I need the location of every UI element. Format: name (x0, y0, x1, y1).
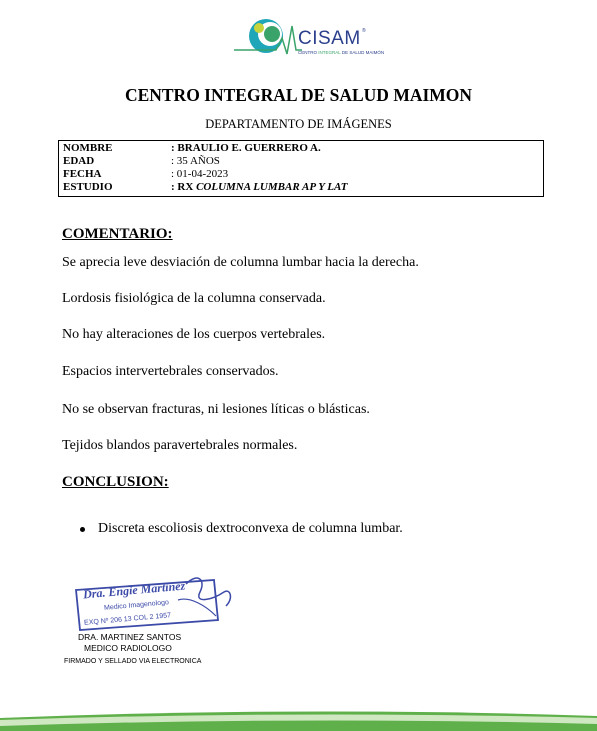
doctor-stamp (66, 570, 241, 634)
cisam-logo (232, 8, 385, 64)
doctor-role: MEDICO RADIOLOGO (84, 643, 172, 653)
logo-registered-mark: ® (362, 28, 366, 34)
patient-info-box (58, 140, 544, 197)
department-name: DEPARTAMENTO DE IMÁGENES (205, 117, 392, 131)
patient-study-row (63, 181, 539, 194)
date-label: FECHA (63, 168, 102, 180)
name-value: : BRAULIO E. GUERRERO A. (171, 142, 321, 154)
name-label: NOMBRE (63, 142, 113, 154)
stamp-specialty: Medico Imagenologo (103, 599, 170, 612)
logo-subtitle-prefix: CENTRO (298, 50, 319, 55)
study-name: COLUMNA LUMBAR AP Y LAT (196, 181, 348, 193)
patient-age-row (63, 155, 539, 168)
logo-subtitle-accent: INTEGRAL (318, 50, 341, 55)
bullet-dot-icon (80, 527, 85, 532)
comment-line-6: Tejidos blandos paravertebrales normales. (62, 438, 298, 453)
age-label: EDAD (63, 155, 95, 167)
logo-subtitle-suffix: DE SALUD MAIMÓN (340, 50, 385, 55)
stamp-license: EXQ Nº 206 13 COL 2 1957 (83, 612, 172, 627)
comment-line-1: Se aprecia leve desviación de columna lumbar hacia la derecha. (62, 255, 419, 270)
comment-line-4: Espacios intervertebrales conservados. (62, 364, 279, 379)
footer-wave (0, 704, 597, 731)
conclusion-bullet-item (80, 521, 403, 537)
patient-date-row (63, 168, 539, 181)
patient-name-row (63, 142, 539, 155)
study-label: ESTUDIO (63, 181, 113, 193)
electronic-signature-note: FIRMADO Y SELLADO VIA ELECTRONICA (64, 658, 202, 665)
comment-heading: COMENTARIO: (62, 226, 173, 242)
date-value: : 01-04-2023 (171, 168, 229, 180)
study-prefix: : RX (171, 181, 197, 193)
stamp-doctor-name: Dra. Engie Martinez (82, 578, 186, 602)
report-title: CENTRO INTEGRAL DE SALUD MAIMON (124, 85, 473, 105)
study-value (171, 181, 347, 194)
doctor-name: DRA. MARTINEZ SANTOS (78, 632, 182, 642)
age-value: : 35 AÑOS (171, 155, 220, 167)
conclusion-text: Discreta escoliosis dextroconvexa de columna lumbar. (98, 521, 403, 536)
comment-line-2: Lordosis fisiológica de la columna conservada. (62, 291, 326, 306)
comment-line-3: No hay alteraciones de los cuerpos vertebrales. (62, 327, 326, 342)
logo-name: CISAM (298, 28, 361, 49)
comment-line-5: No se observan fracturas, ni lesiones líticas o blásticas. (62, 402, 370, 417)
conclusion-heading: CONCLUSION: (62, 474, 169, 490)
logo-subtitle (298, 50, 384, 55)
